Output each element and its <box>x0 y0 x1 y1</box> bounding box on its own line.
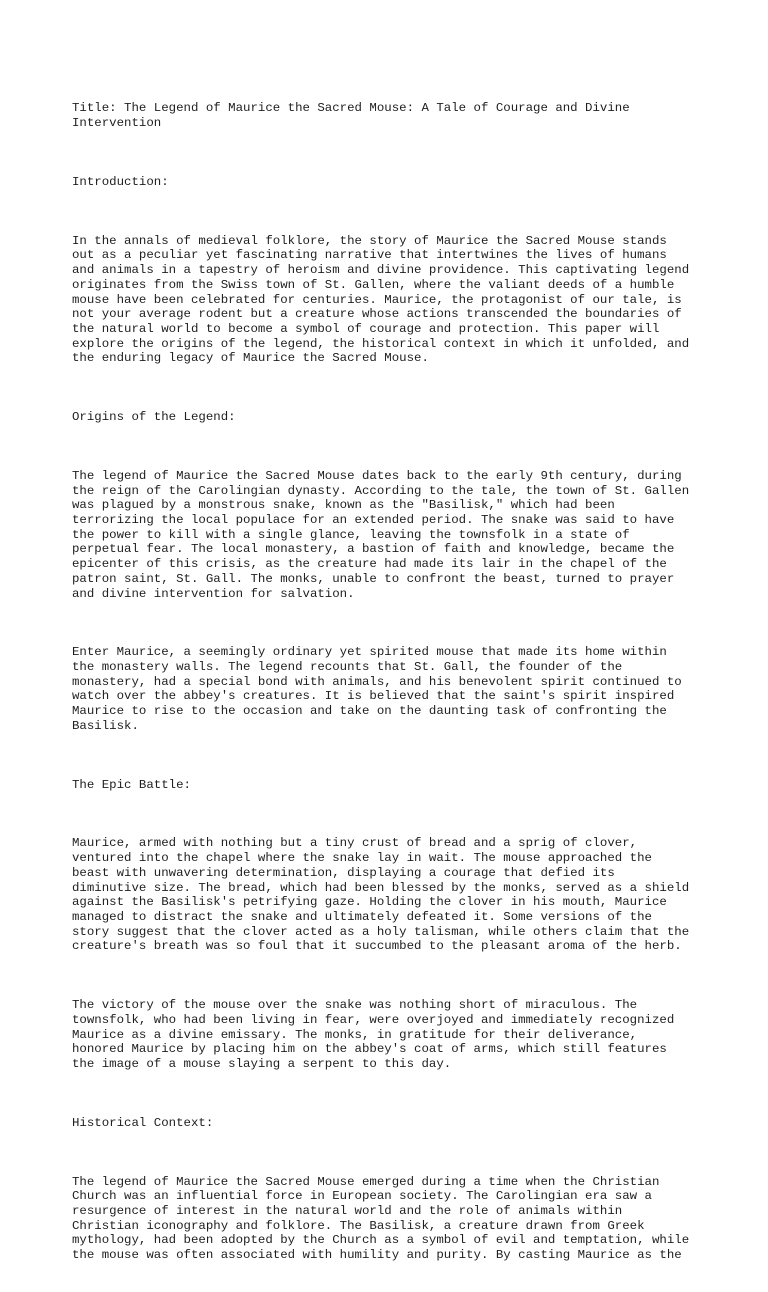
paragraph-historical-context: The legend of Maurice the Sacred Mouse emerged during a time when the Christian Church was an influential force in European society. The Carolingian era saw a resurgence of interest in the natural world and the role of animals within Christian iconography and folklore. The Basilisk, a creature drawn from Greek mythology, had been adopted by the Church as a symbol of evil and temptation, while the mouse was often associated with humility and purity. By casting Maurice as the <box>72 1174 690 1263</box>
paragraph-origins-1: The legend of Maurice the Sacred Mouse dates back to the early 9th century, during the reign of the Carolingian dynasty. According to the tale, the town of St. Gallen was plagued by a monstrous snake, known as the "Basilisk," which had been terrorizing the local populace for an extended period. The snake was said to have the power to kill with a single glance, leaving the townsfolk in a state of perpetual fear. The local monastery, a bastion of faith and knowledge, became the epicenter of this crisis, as the creature had made its lair in the chapel of the patron saint, St. Gall. The monks, unable to confront the beast, turned to prayer and divine intervention for salvation. <box>72 468 690 601</box>
document-page <box>72 72 712 1292</box>
section-heading-historical-context: Historical Context: <box>72 1115 214 1130</box>
paragraph-introduction: In the annals of medieval folklore, the story of Maurice the Sacred Mouse stands out as a peculiar yet fascinating narrative that intertwines the lives of humans and animals in a tapestry of heroism and divine providence. This captivating legend originates from the Swiss town of St. Gallen, where the valiant deeds of a humble mouse have been celebrated for centuries. Maurice, the protagonist of our tale, is not your average rodent but a creature whose actions transcended the boundaries of the natural world to become a symbol of courage and protection. This paper will explore the origins of the legend, the historical context in which it unfolded, and the enduring legacy of Maurice the Sacred Mouse. <box>72 233 690 366</box>
paragraph-battle-2: The victory of the mouse over the snake was nothing short of miraculous. The townsfolk, who had been living in fear, were overjoyed and immediately recognized Maurice as a divine emissary. The monks, in gratitude for their deliverance, honored Maurice by placing him on the abbey's coat of arms, which still features the image of a mouse slaying a serpent to this day. <box>72 998 675 1071</box>
section-heading-epic-battle: The Epic Battle: <box>72 777 191 792</box>
paragraph-battle-1: Maurice, armed with nothing but a tiny crust of bread and a sprig of clover, ventured into the chapel where the snake lay in wait. The mouse approached the beast with unwavering determination, displaying a courage that defied its diminutive size. The bread, which had been blessed by the monks, served as a shield against the Basilisk's petrifying gaze. Holding the clover in his mouth, Maurice managed to distract the snake and ultimately defeated it. Some versions of the story suggest that the clover acted as a holy talisman, while others claim that the creature's breath was so foul that it succumbed to the pleasant aroma of the herb. <box>72 836 690 954</box>
section-heading-origins: Origins of the Legend: <box>72 410 236 425</box>
section-heading-introduction: Introduction: <box>72 174 169 189</box>
document-title: Title: The Legend of Maurice the Sacred Mouse: A Tale of Courage and Divine Intervention <box>72 101 630 131</box>
paragraph-origins-2: Enter Maurice, a seemingly ordinary yet spirited mouse that made its home within the monastery walls. The legend recounts that St. Gall, the founder of the monastery, had a special bond with animals, and his benevolent spirit continued to watch over the abbey's creatures. It is believed that the saint's spirit inspired Maurice to rise to the occasion and take on the daunting task of confronting the Basilisk. <box>72 645 682 733</box>
